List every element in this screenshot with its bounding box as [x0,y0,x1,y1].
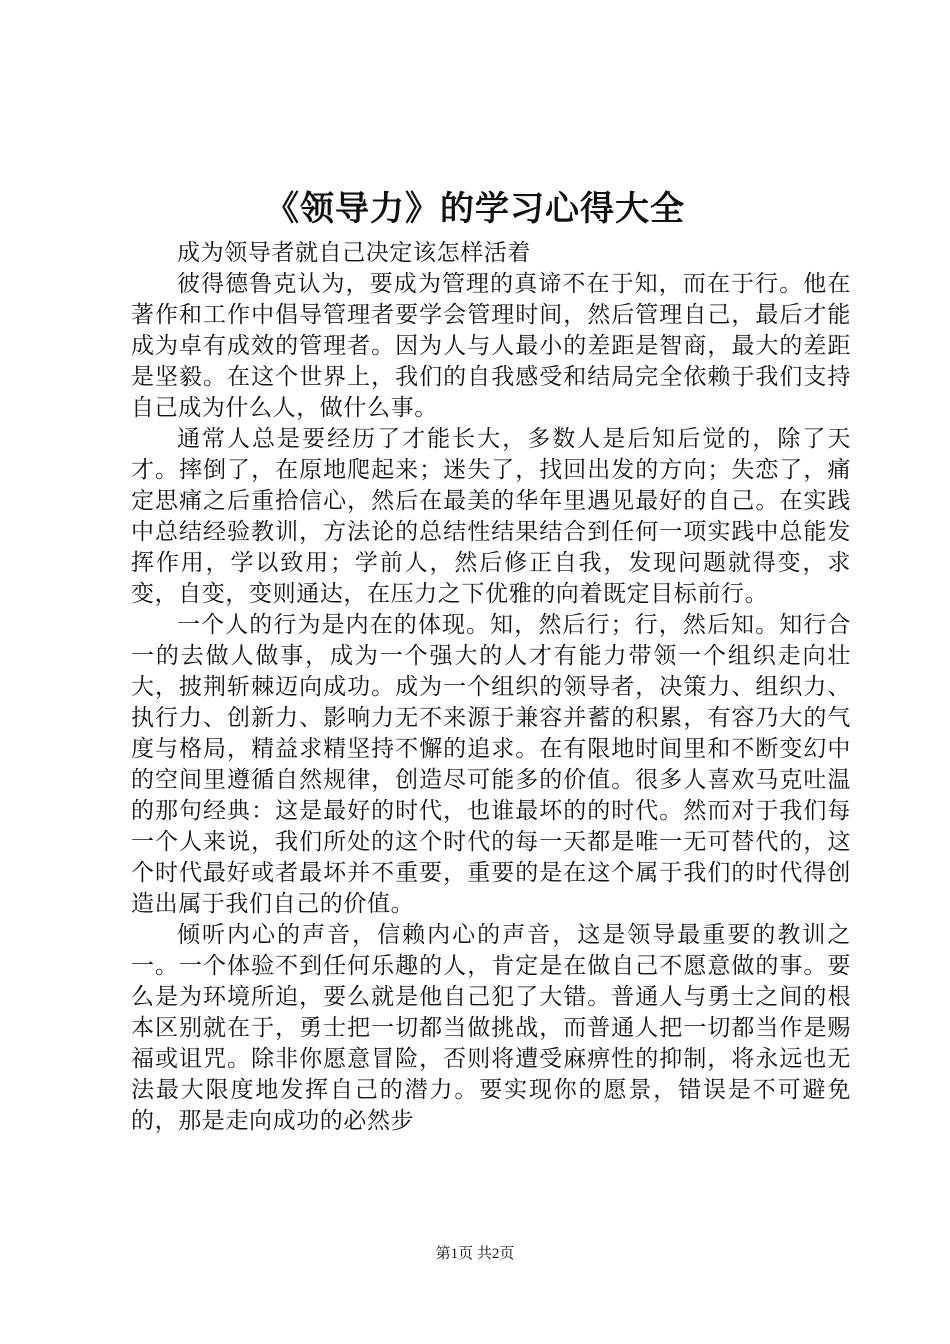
paragraph-3: 一个人的行为是内在的体现。知，然后行；行，然后知。知行合一的去做人做事，成为一个强大的人才有能力带领一个组织走向壮大，披荆斩棘迈向成功。成为一个组织的领导者，决策力、组织力、执行力、创新力、影响力无不来源于兼容并蓄的积累，有容乃大的气度与格局，精益求精坚持不懈的追求。在有限地时间里和不断变幻中的空间里遵循自然规律，创造尽可能多的价值。很多人喜欢马克吐温的那句经典：这是最好的时代，也谁最坏的的时代。然而对于我们每一个人来说，我们所处的这个时代的每一天都是唯一无可替代的，这个时代最好或者最坏并不重要，重要的是在这个属于我们的时代得创造出属于我们自己的价值。 [131,612,851,917]
document-body [131,238,851,1137]
document-title: 《领导力》的学习心得大全 [265,189,685,229]
page-footer: 第1页 共2页 [435,1246,515,1262]
paragraph-1: 彼得德鲁克认为，要成为管理的真谛不在于知，而在于行。他在著作和工作中倡导管理者要学会管理时间，然后管理自己，最后才能成为卓有成效的管理者。因为人与人最小的差距是智商，最大的差距是坚毅。在这个世界上，我们的自我感受和结局完全依赖于我们支持自己成为什么人，做什么事。 [131,271,851,421]
paragraph-subtitle: 成为领导者就自己决定该怎样活着 [177,240,531,266]
paragraph-2: 通常人总是要经历了才能长大，多数人是后知后觉的，除了天才。摔倒了，在原地爬起来；迷失了，找回出发的方向；失恋了，痛定思痛之后重拾信心，然后在最美的华年里遇见最好的自己。在实践中总结经验教训，方法论的总结性结果结合到任何一项实践中总能发挥作用，学以致用；学前人，然后修正自我，发现问题就得变，求变，自变，变则通达，在压力之下优雅的向着既定目标前行。 [131,426,851,607]
paragraph-4: 倾听内心的声音，信赖内心的声音，这是领导最重要的教训之一。一个体验不到任何乐趣的人，肯定是在做自己不愿意做的事。要么是为环境所迫，要么就是他自己犯了大错。普通人与勇士之间的根本区别就在于，勇士把一切都当做挑战，而普通人把一切都当作是赐福或诅咒。除非你愿意冒险，否则将遭受麻痹性的抑制，将永远也无法最大限度地发挥自己的潜力。要实现你的愿景，错误是不可避免的，那是走向成功的必然步 [131,922,851,1134]
